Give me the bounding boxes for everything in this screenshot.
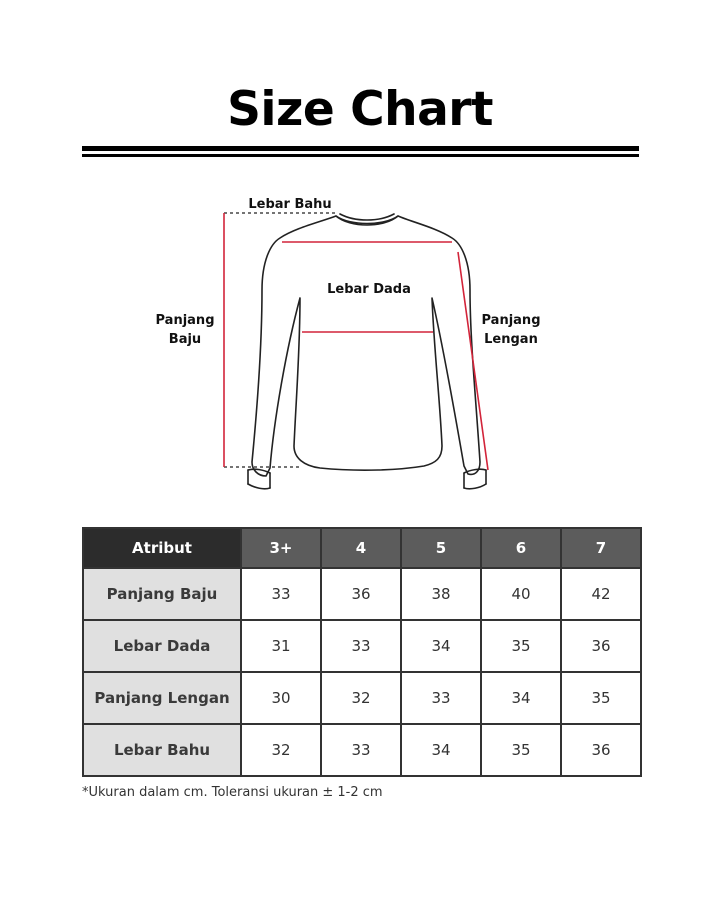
table-cell: 34 (401, 620, 481, 672)
body-length-label-line2: Baju (168, 332, 202, 347)
table-cell: 42 (561, 568, 641, 620)
size-table (82, 527, 642, 777)
table-cell: 32 (241, 724, 321, 776)
table-cell: 34 (481, 672, 561, 724)
table-row (83, 724, 641, 776)
measurement-lines (224, 213, 488, 470)
table-cell: 33 (241, 568, 321, 620)
table-cell: 31 (241, 620, 321, 672)
size-header: 3+ (241, 528, 321, 568)
table-cell: 33 (321, 724, 401, 776)
table-cell: 34 (401, 724, 481, 776)
table-cell: 33 (321, 620, 401, 672)
table-cell: 35 (481, 620, 561, 672)
row-label: Panjang Lengan (83, 672, 241, 724)
table-row (83, 672, 641, 724)
table-cell: 40 (481, 568, 561, 620)
table-cell: 33 (401, 672, 481, 724)
sweater-outline (248, 214, 486, 489)
sleeve-length-label-line2: Lengan (484, 332, 538, 347)
sweater-diagram (0, 180, 720, 510)
title-divider-thin (82, 154, 639, 157)
chest-width-label: Lebar Dada (327, 282, 411, 297)
table-cell: 35 (481, 724, 561, 776)
page-title: Size Chart (227, 82, 493, 137)
table-row (83, 620, 641, 672)
row-label: Panjang Baju (83, 568, 241, 620)
sleeve-length-line (458, 252, 488, 470)
size-header: 5 (401, 528, 481, 568)
table-row (83, 568, 641, 620)
table-cell: 32 (321, 672, 401, 724)
shoulder-width-label: Lebar Bahu (248, 197, 332, 212)
row-label: Lebar Bahu (83, 724, 241, 776)
footnote: *Ukuran dalam cm. Toleransi ukuran ± 1-2 cm (82, 785, 383, 800)
row-label: Lebar Dada (83, 620, 241, 672)
attribute-header: Atribut (83, 528, 241, 568)
table-cell: 36 (561, 724, 641, 776)
sleeve-length-label-line1: Panjang (481, 313, 541, 328)
size-header: 7 (561, 528, 641, 568)
table-cell: 36 (561, 620, 641, 672)
size-header: 4 (321, 528, 401, 568)
size-header: 6 (481, 528, 561, 568)
table-cell: 35 (561, 672, 641, 724)
body-length-label-line1: Panjang (155, 313, 215, 328)
table-header-row (83, 528, 641, 568)
table-cell: 38 (401, 568, 481, 620)
table-cell: 30 (241, 672, 321, 724)
table-cell: 36 (321, 568, 401, 620)
title-divider-thick (82, 146, 639, 151)
